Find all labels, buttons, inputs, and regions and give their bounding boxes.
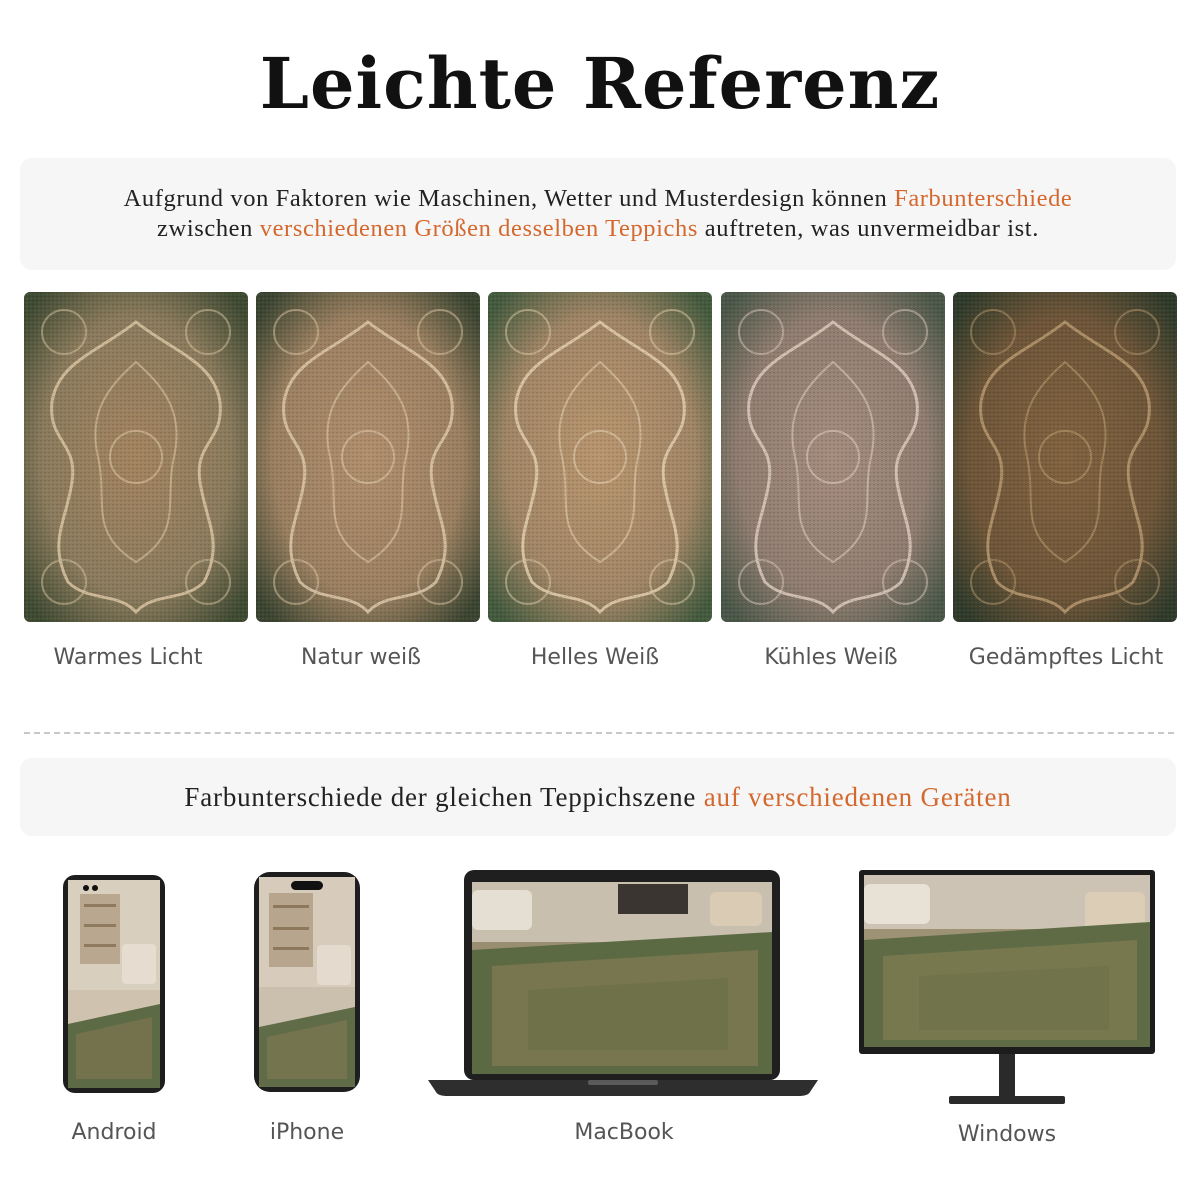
rug-label-3: Helles Weiß	[530, 645, 660, 670]
android-phone-icon	[62, 874, 166, 1094]
device-label-windows: Windows	[957, 1122, 1057, 1147]
devices-heading-box	[20, 758, 1176, 836]
device-label-macbook: MacBook	[574, 1120, 674, 1145]
rug-label-1: Warmes Licht	[53, 645, 203, 670]
rug-label-4: Kühles Weiß	[764, 645, 898, 670]
rug-label-5: Gedämpftes Licht	[968, 645, 1164, 670]
devices-heading-highlight: auf verschiedenen Geräten	[703, 782, 1012, 812]
rug-swatch-1	[24, 292, 248, 622]
notice-highlight-2: verschiedenen Größen desselben Teppichs	[259, 215, 699, 242]
rug-label-2: Natur weiß	[300, 645, 422, 670]
windows-monitor-icon	[859, 870, 1155, 1108]
notice-highlight-1: Farbunterschiede	[894, 185, 1073, 212]
notice-text-2: zwischen	[157, 215, 260, 242]
color-notice-box	[20, 158, 1176, 270]
device-label-iphone: iPhone	[269, 1120, 345, 1145]
rug-swatch-4	[721, 292, 945, 622]
devices-heading-text: Farbunterschiede der gleichen Teppichszene	[184, 782, 704, 812]
section-divider	[24, 732, 1174, 734]
device-label-android: Android	[71, 1120, 157, 1145]
rug-swatch-5	[953, 292, 1177, 622]
notice-text-1: Aufgrund von Faktoren wie Maschinen, Wetter und Musterdesign können	[123, 185, 895, 212]
iphone-icon	[253, 871, 361, 1093]
notice-text-3: auftreten, was unvermeidbar ist.	[698, 215, 1039, 242]
rug-swatch-2	[256, 292, 480, 622]
page-title: Leichte Referenz	[259, 42, 941, 125]
rug-swatch-3	[488, 292, 712, 622]
rug-comparison-row	[24, 292, 1178, 624]
macbook-icon	[428, 870, 818, 1096]
